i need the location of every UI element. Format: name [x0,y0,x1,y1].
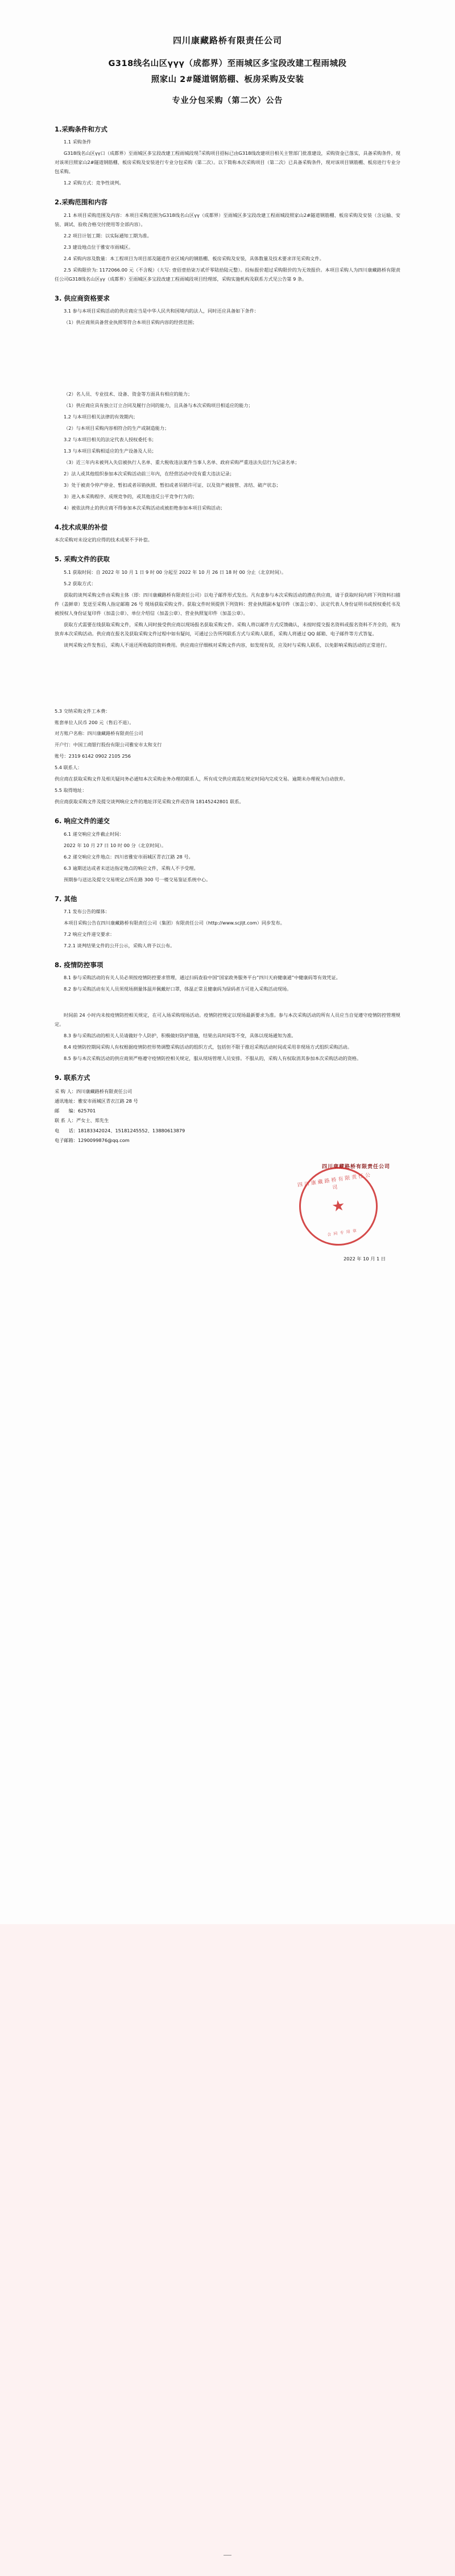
section-3-para-8: 1.3 与本项目采购相适应的生产设备及人员； [64,447,156,454]
page-bottom-tint [0,1924,455,2576]
section-1-para-1: 1.1 采购条件 [64,139,92,145]
section-3-para-13: 4）被依法终止的供应商不得参加本次采购活动或被拒绝参加本项目采购活动； [64,504,225,511]
contact-email-row [55,1136,400,1145]
section-5-sub-2: 账套单位人民币 200 元（售后不退）。 [55,719,134,725]
section-heading-9: 9. 联系方式 [55,1074,90,1082]
section-8-para-2: 8.2 参与采购活动有关人员须现场测量体温并佩戴好口罩，体温正常且健康码为绿码者方可进入采购活动现场。 [64,986,292,992]
contact-address-row [55,1096,400,1106]
section-5-sub-6: 5.4 联系人： [55,765,82,771]
section-heading-7: 7. 其他 [55,894,77,903]
signing-organization: 四川康藏路桥有限责任公司 [321,1164,390,1170]
seal-bottom-text: 合 同 专 用 章 [326,1228,358,1238]
seal-organization-text: 四川康藏路桥有限责任公司 [297,1172,373,1192]
section-8-para-6: 8.5 参与本次采购活动的供应商须严格遵守疫情防控相关规定，服从现场管理人员安排。不服从的，采购人有权取消其参加本次采购活动的资格。 [64,1055,362,1062]
section-6-para-1: 6.1 递交响应文件截止时间： [64,831,124,837]
contact-address-label: 通讯地址： [55,1098,78,1104]
section-6-para-4: 6.3 逾期送达或者未送达指定地点的响应文件，采购人不予受理。 [64,865,198,871]
section-5-sub-8: 5.5 取得地址： [55,787,87,794]
contact-email-label: 电子邮箱： [55,1137,78,1143]
section-heading-2: 2.采购范围和内容 [55,198,107,207]
section-6-para-5: 预期参与送达及提交交易规定点所在路 300 号一楼交易鉴证系统中心。 [64,876,211,882]
section-heading-1: 1.采购条件和方式 [55,125,107,134]
contact-zip-row [55,1106,400,1116]
section-3-para-11: 3）处于被责令停产停业、暂扣或者吊销执照、暂扣或者吊销许可证、以及资产被接管、冻结、破产状态； [64,482,281,488]
section-heading-3: 3. 供应商资格要求 [55,294,110,302]
section-3-para-5: 1.2 与本项目相关法律的有效期内； [64,414,138,420]
footer-divider [224,2555,231,2556]
section-2-para-3: 2.3 建设地点位于雅安市雨城区。 [64,244,134,250]
section-5-sub-9: 供应商获取采购文件及提交谈判响应文件的地址详见采购文件或咨询 18145242801 联系。 [55,799,244,805]
section-3-para-6: （2）与本项目采购内容相符合的生产或制造能力； [64,425,169,431]
section-8-para-5: 8.4 疫情防控期间采购人有权根据疫情防控形势调整采购活动的组织方式，包括但不限于推迟采购活动时间或采用非现场方式组织采购活动。 [64,1044,352,1050]
section-5-sub-4: 开户行：中国工商银行股份有限公司雅安市太和支行 [55,742,162,748]
section-heading-6: 6. 响应文件的递交 [55,817,110,825]
contact-phone-value: 18183342024、15181245552、13880613879 [77,1127,185,1133]
section-5-sub-3: 对方账户名称：四川康藏路桥有限责任公司 [55,730,143,737]
section-5-sub-7: 供应商在获取采购文件及相关疑问务必通知本次采购业务办理的联系人，所有成交供应商需在规定时间内完成交易。逾期未办理视为自动放弃。 [55,776,348,782]
contact-phone-label: 电 话： [55,1127,78,1133]
section-3-para-9: （3）近三年内未被列入失信被执行人名单、重大税收违法案件当事人名单、政府采购严重违法失信行为记录名单； [64,459,300,465]
section-7-para-3: 7.2 响应文件递交要求： [64,931,115,938]
contact-email-value: 1290099876@qq.com [77,1137,130,1143]
contact-person-value: 严女士、郑先生 [76,1118,109,1124]
signature-date: 2022 年 10 月 1 日 [343,1256,386,1262]
contact-buyer-label: 采 购 人： [55,1088,76,1094]
section-heading-5: 5. 采购文件的获取 [55,555,110,564]
section-2-para-2: 2.2 项目计划工期：以实际通知工期为准。 [64,232,152,239]
section-2-para-1: 2.1 本项目采购范围及内容：本项目采购范围为G318线名山区үү（成都界）至雨城区多宝段改建工程雨城段照家山2#隧道钢筋棚、板房采购及安装（含运输、安装、调试、验收合格交付使用等全部内容）。 [55,212,400,227]
section-5-sub-5: 账号：2319 6142 0902 2105 256 [55,753,131,759]
section-8-para-1: 8.1 参与采购活动的有关人员必须按疫情防控要求管理，通过扫码查验中国“国家政务服务平台”四川天府健康通”中健康码等有效凭证。 [64,975,341,981]
section-3-para-4: （1）供应商应具有独立订立合同及履行合同的能力，且具备与本次采购项目相适应的能力； [64,402,253,409]
signature-block [55,1145,400,1254]
section-3-para-3: （2）名人员、专业技术、设备、资金等方面具有相应的能力； [64,391,193,397]
section-5-para-5: 谈判采购文件发售后，采购人不退还所收取的资料费用。供应商应仔细核对采购文件内容，如发现有误，应及时与采购人联系，以免影响采购活动的正常进行。 [64,642,390,648]
section-5-para-3: 获取的谈判采购文件由采购主体（即：四川康藏路桥有限责任公司）以电子邮件形式发出。凡有意参与本次采购活动的潜在供应商，请于获取时间内将下列资料扫描件（盖鲜章）发送至采购人指定邮箱 26 号 现场获取采购文件。获取文件时须提供下列资料：营业执照副本复印件（加盖公章）、法定代表人身份证明书或授权委托书及被授权人身份证复印件（加盖公章）、单位介绍信（加盖公章）、营业执照复印件（加盖公章）。 [55,591,400,616]
contact-block [55,1087,400,1145]
section-8-para-3: 时间前 24 小时内未按疫情防控相关规定，在可入场采购现场活动。疫情防控规定以现场最新要求为准。参与本次采购活动的所有人员应当自觉遵守疫情防控管理规定。 [55,1012,400,1028]
section-2-para-4: 2.4 采购内容及数量：本工程项目为项目部及隧道作业区域内的钢筋棚、板房采购及安装，具体数量及技术要求详见采购文件。 [64,255,324,261]
contact-zip-value: 625701 [77,1108,96,1114]
contact-person-label: 联 系 人： [55,1118,76,1124]
section-3-para-10: 2）法人或其他组织参加本次采购活动前三年内，在经营活动中没有重大违法记录； [64,470,234,476]
section-1-para-2: G318线名山区үү口（成都界）至雨城区多宝段改建工程雨城段现ँ采购项目招标已由G318线改建项目相关主管部门批准建设，采购资金已落实，具备采购条件，现对该项目照家山2#隧道钢筋棚、板房采购及安装进行专业分包采购（第二次）。以下简称本次采购项目（第二次）已具备采购条件，现对该项目钢筋棚、板房进行专业分包采购。 [55,150,400,175]
section-3-para-7: 3.2 与本项目相关的法定代表人授权委托书； [64,436,156,442]
section-2-para-5: 2.5 采购限价为: 1172066.00 元（不含税）（大写: 壹佰壹拾柒万贰仟零陆拾陆元整）。投标报价超过采购限价的为无效报价。本项目采购人为四川康藏路桥有限责任公司G318线名山区үү（成都界）至雨城区多宝段改建工程雨城段项目经理部，采购实施机构及联系方式见公告第 9 条。 [55,266,400,282]
section-5-para-1: 5.1 获取时间：自 2022 年 10 月 1 日 9 时 00 分起至 2022 年 10 月 26 日 18 时 00 分止（北京时间）。 [64,569,287,575]
section-5-para-4: 获取方式需要在线获取采购文件，采购人同时接受供应商以现场报名获取采购文件。采购人将以邮件方式反馈确认，未按时提交报名资料或报名资料不齐全的，视为放弃本次采购活动。供应商在报名及获取采购文件过程中如有疑问，可通过公告所列联系方式与采购人联系，采购人将通过 QQ 邮箱、电子邮件等方式答复。 [55,621,400,636]
document-title-line2: 照家山 2#隧道钢筋棚、板房采购及安装 [151,75,304,84]
contact-buyer-row [55,1087,400,1096]
section-3-para-12: 3）进入本采购程序、成规竞争的，或其他违反公平竞争行为的； [64,493,197,499]
document-subtitle: 专业分包采购（第二次）公告 [172,96,283,106]
section-heading-4: 4.技术成果的补偿 [55,523,107,531]
contact-person-row [55,1116,400,1125]
contact-zip-label: 邮 编： [55,1108,78,1114]
section-6-para-3: 6.2 递交响应文件地点：四川省雅安市雨城区青衣江路 28 号。 [64,853,193,860]
contact-phone-row [55,1126,400,1136]
contact-address-value: 雅安市雨城区青衣江路 28 号 [77,1098,138,1104]
section-3-para-2: （1）供应商须具备营业执照等符合本项目采购内容的经营范围； [64,319,197,326]
section-heading-8: 8. 疫情防控事项 [55,961,104,969]
section-1-para-3: 1.2 采购方式：竞争性谈判。 [64,180,124,186]
section-4-para-1: 本次采购对未设定的应得的技术成果不予补偿。 [55,537,152,543]
document-title-line1: G318线名山区үүү（成都界）至雨城区多宝段改建工程雨城段 [108,59,347,68]
section-8-para-4: 8.3 参与采购活动的相关人员请做好个人防护，积极做好防护措施，结果出具时间等不变，具体以现场通知为准。 [64,1033,296,1039]
section-7-para-2: 本项目采购公告在四川康藏路桥有限责任公司（集团）有限责任公司（http://www.scjljt.com）同步发布。 [64,920,285,926]
company-header: 四川康藏路桥有限责任公司 [172,35,282,46]
contact-buyer-value: 四川康藏路桥有限责任公司 [76,1088,133,1094]
section-5-para-2: 5.2 获取方式： [64,580,96,586]
section-6-para-2: 2022 年 10 月 27 日 10 时 00 分（北京时间）。 [64,842,167,848]
section-7-para-1: 7.1 发布公告的媒体： [64,909,110,915]
company-seal-stamp [294,1162,383,1251]
section-3-para-1: 3.1 参与本项目采购活动的供应商应当是中华人民共和国境内的法人，同时还应具备如下条件： [64,308,259,314]
document-content [0,0,455,1262]
section-7-para-4: 7.2.1 谈判结果文件的公开公示，采购人将予以公布。 [64,943,175,949]
seal-star-icon: ★ [330,1197,346,1216]
section-5-sub-1: 5.3 交纳采购文件工本费： [55,708,110,714]
